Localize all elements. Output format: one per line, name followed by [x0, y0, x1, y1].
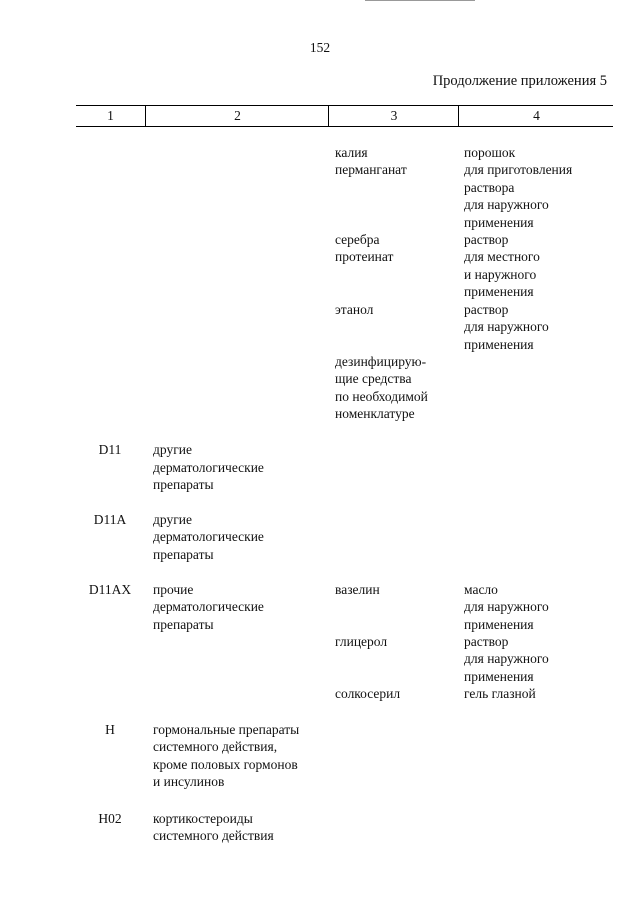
group-name-line: системного действия,	[153, 739, 278, 754]
group-name-line: препараты	[153, 547, 214, 562]
substance-line: вазелин	[335, 582, 380, 597]
substance-line: серебра	[335, 232, 380, 247]
group-name-line: и инсулинов	[153, 774, 225, 789]
substance-line: дезинфицирую-	[335, 354, 427, 369]
group-name-line: препараты	[153, 477, 214, 492]
continuation-title: Продолжение приложения 5	[432, 73, 607, 89]
form-line: применения	[464, 215, 534, 230]
atc-code: H	[105, 722, 115, 737]
group-name-line: системного действия	[153, 828, 274, 843]
group-name-line: дерматологические	[153, 529, 264, 544]
substance-line: калия	[335, 145, 368, 160]
substance-line: по необходимой	[335, 389, 428, 404]
group-name-line: кроме половых гормонов	[153, 757, 298, 772]
form-line: применения	[464, 284, 534, 299]
form-line: масло	[464, 582, 498, 597]
substance-line: глицерол	[335, 634, 388, 649]
column-header-2: 2	[145, 106, 329, 126]
table-header	[76, 105, 613, 127]
group-name-line: дерматологические	[153, 460, 264, 475]
group-name-line: другие	[153, 512, 192, 527]
group-name-line: прочие	[153, 582, 194, 597]
form-line: раствор	[464, 232, 509, 247]
form-line: и наружного	[464, 267, 537, 282]
form-line: применения	[464, 337, 534, 352]
form-line: гель глазной	[464, 686, 536, 701]
atc-code: D11	[98, 442, 122, 457]
top-edge-line	[365, 0, 475, 1]
form-line: раствор	[464, 634, 509, 649]
form-line: раствора	[464, 180, 515, 195]
page-number: 152	[309, 40, 331, 55]
form-line: применения	[464, 669, 534, 684]
substance-line: протеинат	[335, 249, 394, 264]
form-line: для наружного	[464, 319, 549, 334]
substance-line: этанол	[335, 302, 374, 317]
substance-line: перманганат	[335, 162, 407, 177]
form-line: для приготовления	[464, 162, 573, 177]
form-line: порошок	[464, 145, 516, 160]
group-name-line: дерматологические	[153, 599, 264, 614]
group-name-line: кортикостероиды	[153, 811, 253, 826]
column-header-3: 3	[328, 106, 459, 126]
form-line: для местного	[464, 249, 540, 264]
form-line: для наружного	[464, 197, 549, 212]
atc-code: D11AX	[88, 582, 132, 597]
atc-code: H02	[98, 811, 122, 826]
column-header-1: 1	[107, 108, 114, 123]
group-name-line: другие	[153, 442, 192, 457]
form-line: применения	[464, 617, 534, 632]
group-name-line: препараты	[153, 617, 214, 632]
group-name-line: гормональные препараты	[153, 722, 300, 737]
substance-line: номенклатуре	[335, 406, 415, 421]
form-line: для наружного	[464, 599, 549, 614]
substance-line: щие средства	[335, 371, 412, 386]
atc-code: D11A	[93, 512, 127, 527]
form-line: раствор	[464, 302, 509, 317]
substance-line: солкосерил	[335, 686, 401, 701]
column-header-4: 4	[458, 106, 614, 126]
form-line: для наружного	[464, 651, 549, 666]
